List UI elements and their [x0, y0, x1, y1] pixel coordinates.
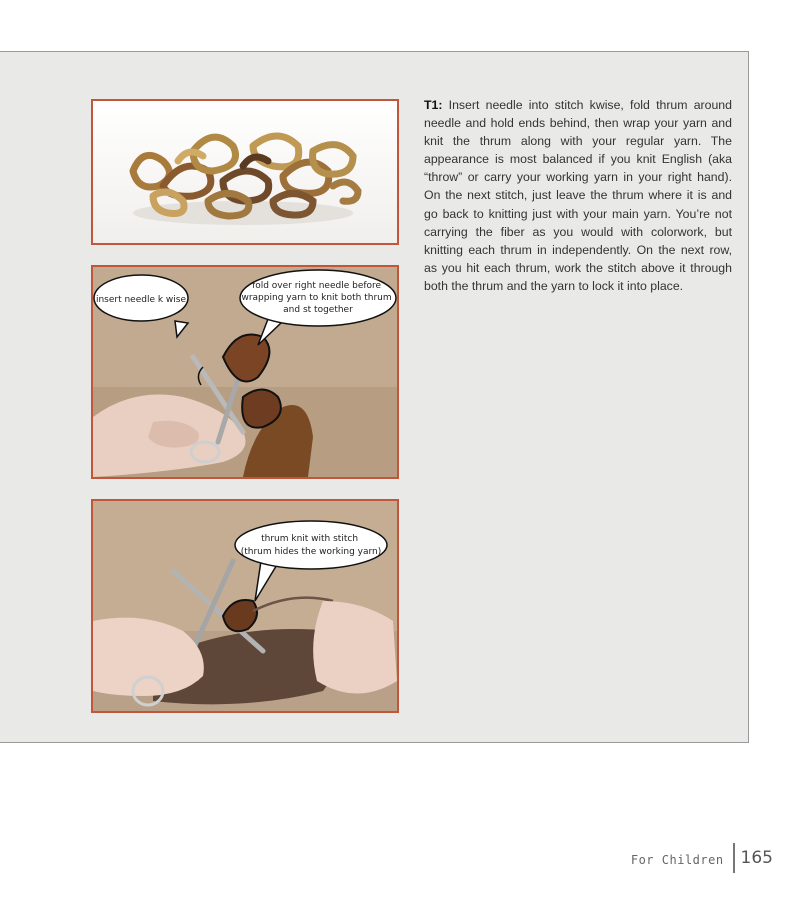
instruction-paragraph: [424, 96, 732, 295]
section-title: For Children: [630, 853, 724, 867]
thrum-knit-photo: [91, 499, 399, 713]
step-label: T1:: [424, 98, 443, 112]
page-footer: [631, 843, 773, 873]
bubble-thrum-line-1: thrum knit with stitch: [261, 534, 359, 544]
thrums-photo: [91, 99, 399, 245]
insert-needle-photo: [91, 265, 399, 479]
bubble-fold-line-2: wrapping yarn to knit both thrum: [241, 293, 392, 303]
bubble-fold-line-3: and st together: [283, 305, 353, 315]
bubble-insert-needle-text: insert needle k wise: [95, 295, 187, 305]
bubble-thrum-line-2: (thrum hides the working yarn): [240, 547, 382, 557]
bubble-fold-line-1: fold over right needle before: [252, 281, 382, 291]
instruction-text: Insert needle into stitch kwise, fold thrum around needle and hold ends behind, then wrap your yarn and knit the thrum along with your regular yarn. The appearance is most balanced if you knit English (aka “throw” or carry your working yarn in your right hand). On the next stitch, just leave the thrum where it is and go back to knitting just with your main yarn. You’re not carrying the fiber as you would with colorwork, but knitting each thrum in independently. On the next row, as you hit each thrum, work the stitch above it through both the thrum and the yarn to lock it into place.: [424, 98, 732, 293]
page-number: 165: [740, 848, 773, 868]
